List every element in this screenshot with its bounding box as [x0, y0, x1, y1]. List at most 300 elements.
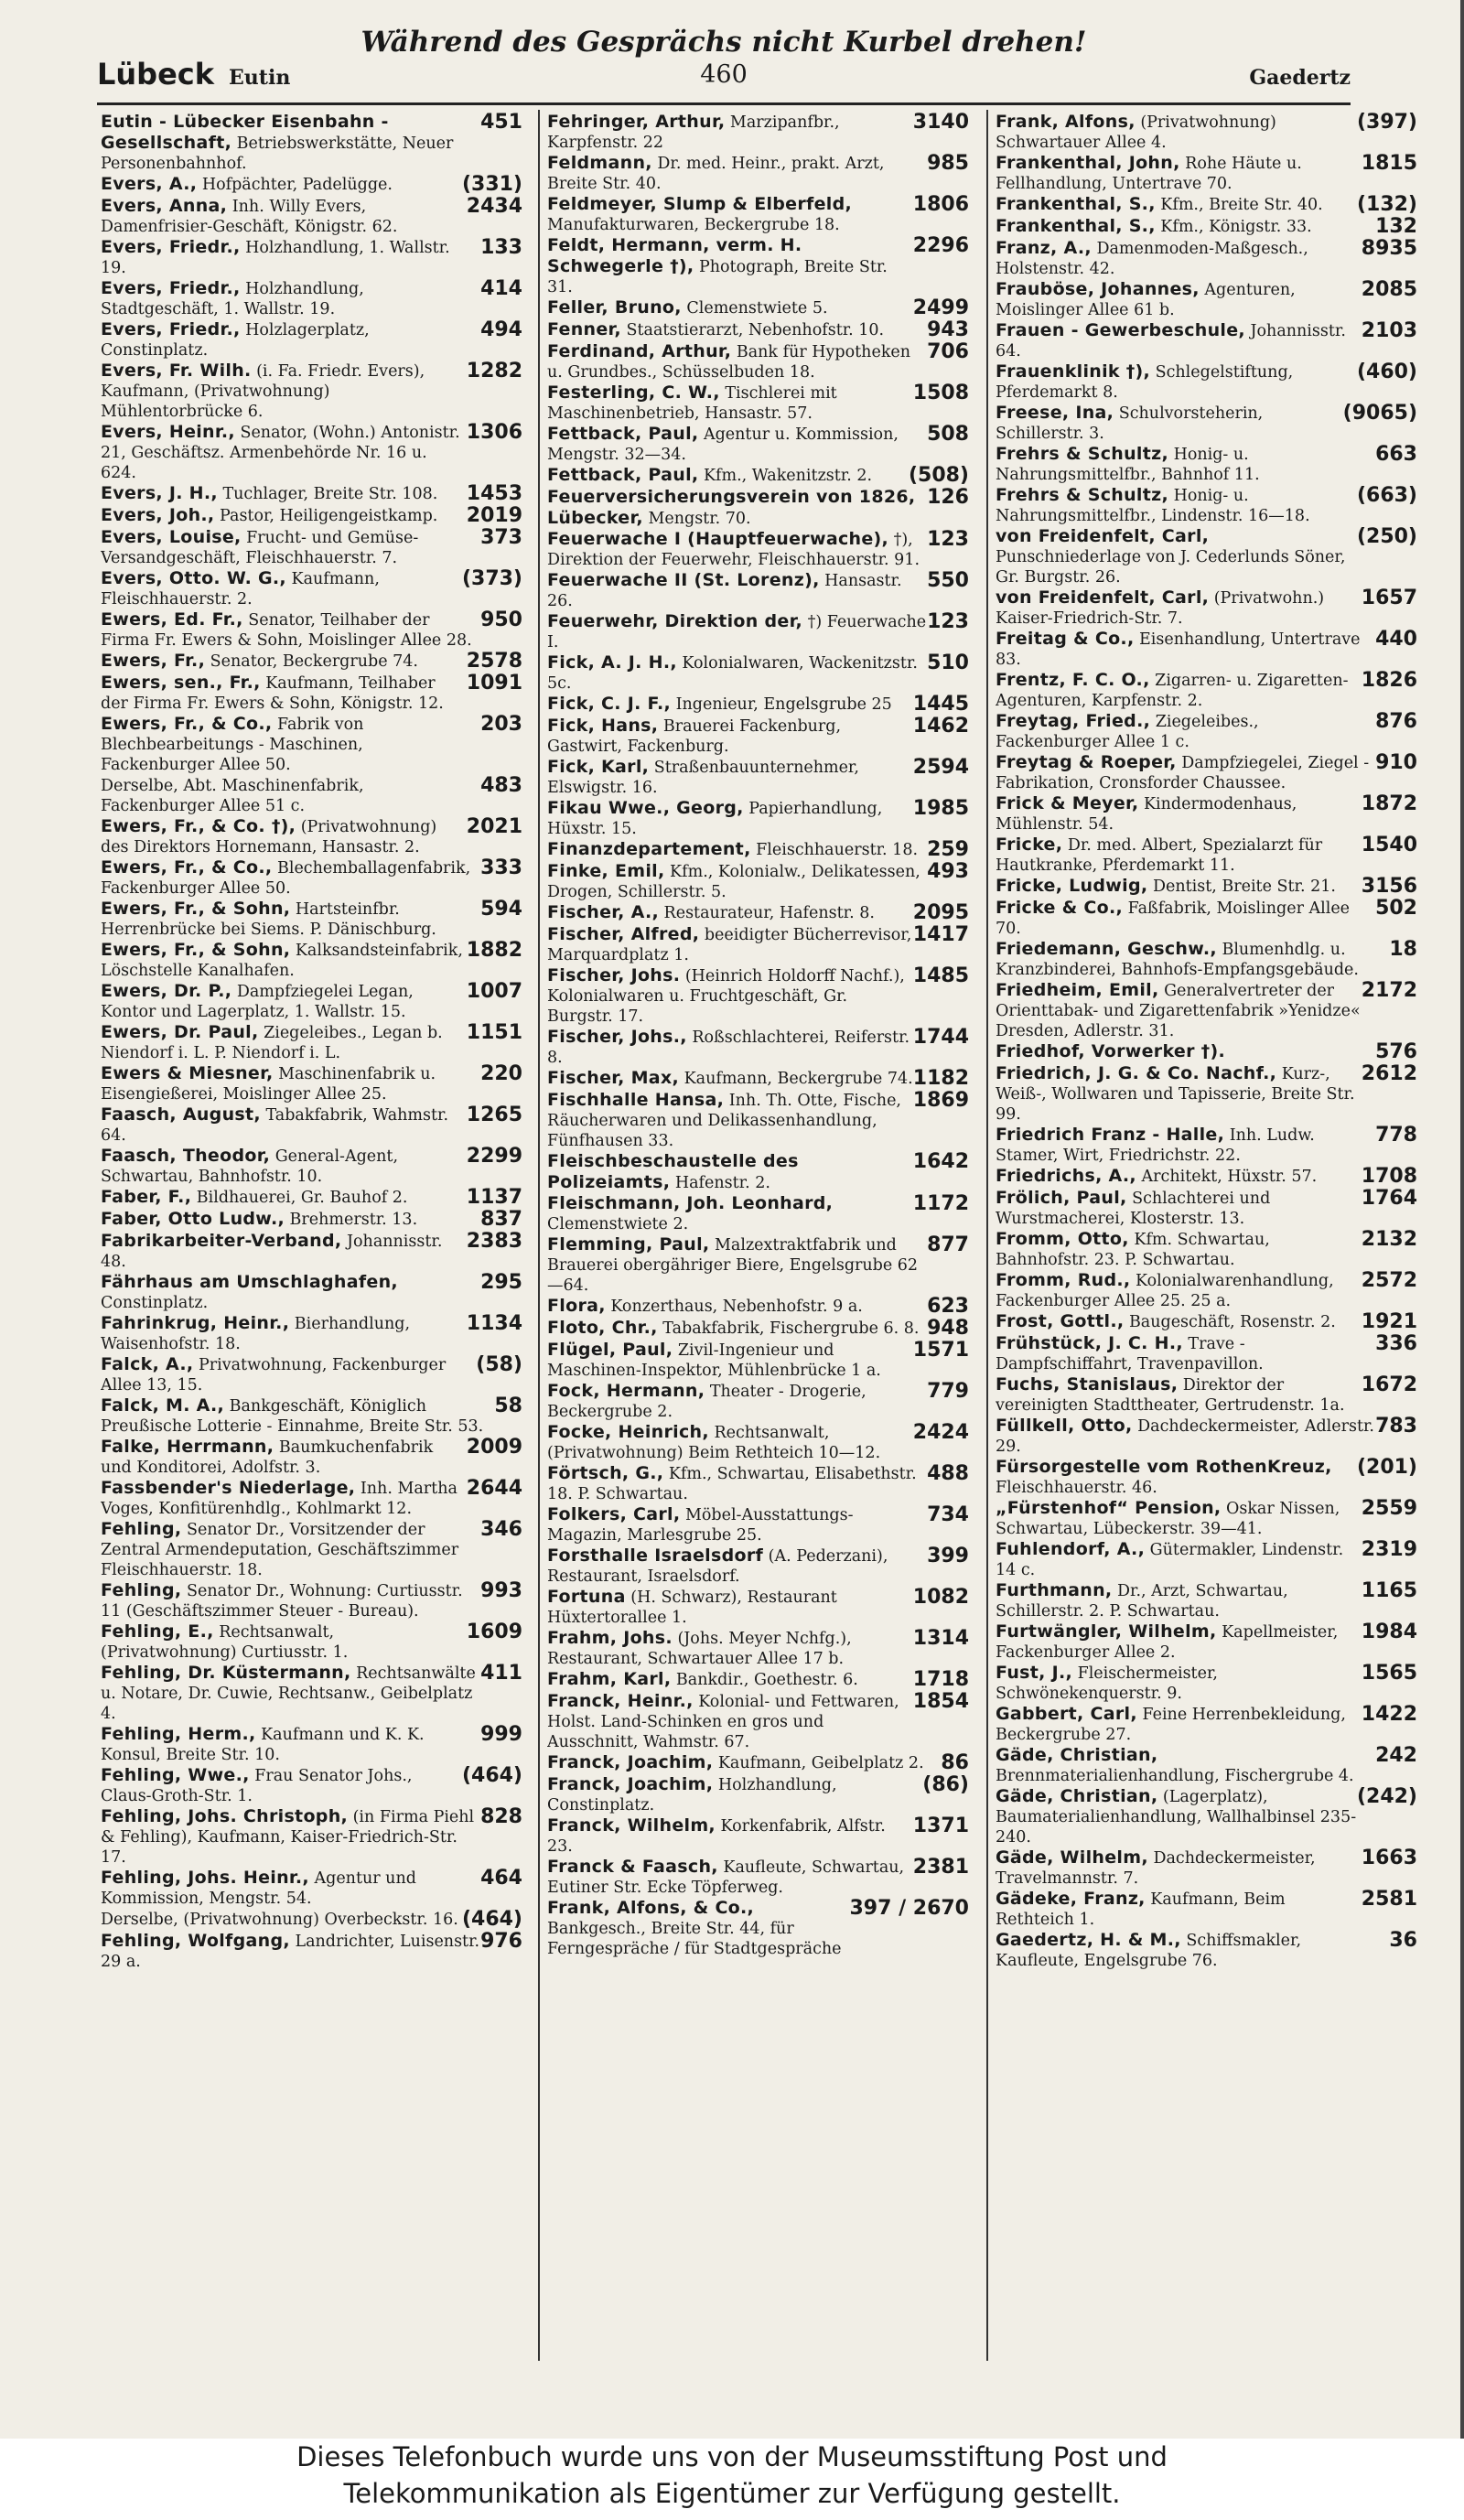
entry-description: Kolonialwarenhandlung, Fackenburger Allee 25. 25 a. [996, 1272, 1334, 1310]
entry-name: Fromm, Rud., [996, 1270, 1131, 1290]
entry-name: Flügel, Paul, [547, 1340, 673, 1360]
entry-name: Ewers, Ed. Fr., [101, 609, 243, 630]
phone-number: (508) [908, 464, 969, 487]
directory-entry [996, 403, 1421, 444]
entry-name: Finanzdepartement, [547, 839, 751, 859]
phone-number: 1708 [1361, 1165, 1417, 1188]
phone-number: 399 [927, 1545, 969, 1567]
entry-description: Ziegeleibes., Legan b. Niendorf i. L. P. Niendorf i. L. [101, 1024, 443, 1062]
entry-name: Finke, Emil, [547, 861, 665, 881]
directory-entry [101, 899, 526, 940]
entry-name: Fehling, Johs. Heinr., [101, 1868, 309, 1888]
directory-entry [101, 651, 526, 673]
entry-name: Frauen - Gewerbeschule, [996, 320, 1245, 340]
entry-name: Fick, Hans, [547, 716, 659, 736]
footer-line-2: Telekommunikation als Eigentümer zur Verfügung gestellt. [343, 2478, 1121, 2509]
entry-description: Brauerei Fackenburg, Gastwirt, Fackenburg. [547, 717, 842, 756]
directory-entry [547, 861, 973, 902]
phone-number: 1609 [466, 1621, 522, 1643]
entry-name: Fehling, E., [101, 1621, 214, 1642]
entry-name: Feuerwache II (St. Lorenz), [547, 570, 820, 590]
directory-entry [101, 1146, 526, 1187]
directory-entry [996, 587, 1421, 629]
phone-number: 943 [927, 318, 969, 341]
entry-description: Inh. Th. Otte, Fische, Räucherwaren und Delikassenhandlung, Fünfhausen 33. [547, 1092, 901, 1150]
entry-description: Kaufmann, Beckergrube 74. [679, 1070, 913, 1088]
entry-description: Kaufmann, Beim Rethteich 1. [996, 1890, 1286, 1929]
phone-number: 950 [480, 608, 522, 631]
directory-entry [547, 1027, 973, 1068]
entry-name: Evers, Friedr., [101, 237, 241, 257]
phone-number: 2085 [1361, 278, 1417, 301]
entry-name: Ewers, Fr., [101, 651, 206, 671]
directory-entry [547, 839, 973, 861]
entry-name: Ewers, Fr., & Co., [101, 714, 273, 734]
phone-number: 86 [941, 1751, 969, 1774]
phone-number: 1485 [912, 964, 969, 987]
entry-description: Schiffsmakler, Kaufleute, Engelsgrube 76. [996, 1932, 1302, 1970]
directory-entry [547, 611, 973, 652]
entry-description: Frau Senator Johs., Claus-Groth-Str. 1. [101, 1767, 413, 1805]
entry-description: Betriebswerkstätte, Neuer Personenbahnhof. [101, 135, 454, 173]
directory-entry [996, 320, 1421, 361]
entry-name: Frehrs & Schultz, [996, 485, 1168, 505]
phone-number: (250) [1356, 525, 1417, 548]
entry-description: Constinplatz. [101, 1294, 209, 1312]
directory-entry [996, 112, 1421, 153]
phone-number: (397) [1356, 112, 1417, 134]
entry-description: Marzipanfbr., Karpfenstr. 22 [547, 113, 840, 152]
footer-notice [0, 2439, 1464, 2520]
entry-description: Dr., Arzt, Schwartau, Schillerstr. 2. P. Schwartau. [996, 1582, 1288, 1621]
entry-name: Ewers, Fr., & Co., [101, 857, 273, 878]
entry-description: Hartsteinfbr. Herrenbrücke bei Siems. P. Dänischburg. [101, 900, 436, 939]
entry-description: Photograph, Breite Str. 31. [547, 258, 888, 296]
phone-number: (58) [476, 1353, 522, 1376]
phone-number: 594 [480, 898, 522, 921]
directory-entry [101, 319, 526, 361]
phone-number: 1417 [912, 923, 969, 946]
entry-name: Freese, Ina, [996, 403, 1114, 423]
phone-number: 508 [927, 423, 969, 446]
directory-entry [101, 505, 526, 527]
directory-entry [996, 1063, 1421, 1125]
header-city-name: Lübeck [97, 57, 215, 92]
phone-number: 734 [927, 1503, 969, 1526]
entry-description: Möbel-Ausstattungs-Magazin, Marlesgrube 25. [547, 1506, 854, 1545]
phone-number: 779 [927, 1380, 969, 1403]
phone-number: 1921 [1361, 1310, 1417, 1333]
directory-entry [101, 1313, 526, 1354]
entry-name: Frauböse, Johannes, [996, 279, 1200, 299]
phone-number: 259 [927, 838, 969, 861]
entry-name: Gäde, Christian, [996, 1745, 1158, 1765]
directory-entry [996, 238, 1421, 279]
directory-column-2 [547, 112, 973, 2363]
entry-description: Kaufmann, Geibelplatz 2. [713, 1754, 924, 1772]
entry-name: „Fürstenhof“ Pension, [996, 1498, 1222, 1518]
phone-number: 3140 [912, 112, 969, 134]
entry-name: Furtwängler, Wilhelm, [996, 1621, 1217, 1642]
page-number: 460 [700, 60, 748, 89]
directory-entry [547, 757, 973, 798]
entry-description: Kfm., Breite Str. 40. [1155, 196, 1323, 214]
directory-entry [101, 237, 526, 278]
phone-number: 1565 [1361, 1662, 1417, 1685]
entry-name: Ewers, Fr., & Co. †), [101, 816, 296, 836]
directory-entry [101, 673, 526, 714]
directory-entry [101, 174, 526, 196]
directory-entry [996, 485, 1421, 526]
entry-name: Evers, Heinr., [101, 422, 235, 442]
phone-number: 1869 [912, 1089, 969, 1112]
entry-description: (i. Fa. Friedr. Evers), Kaufmann, (Privatwohnung) Mühlentorbrücke 6. [101, 362, 425, 421]
entry-description: Kfm., Königstr. 33. [1155, 218, 1312, 236]
phone-number: 1007 [466, 980, 522, 1003]
directory-entry [547, 341, 973, 382]
directory-entry [996, 1539, 1421, 1580]
phone-number: 1540 [1361, 834, 1417, 856]
phone-number: 828 [480, 1805, 522, 1828]
directory-entry [101, 1354, 526, 1395]
directory-entry [547, 1422, 973, 1463]
entry-name: Fahrinkrug, Heinr., [101, 1313, 290, 1333]
directory-entry [547, 465, 973, 487]
phone-number: 494 [480, 318, 522, 341]
entry-description: Maschinenfabrik u. Eisengießerei, Moislinger Allee 25. [101, 1065, 436, 1104]
directory-entry [996, 1498, 1421, 1539]
header-first-word: Eutin [229, 66, 291, 90]
entry-description: (Privatwohn.) Kaiser-Friedrich-Str. 7. [996, 589, 1325, 628]
entry-name: Fischer, Max, [547, 1068, 679, 1088]
directory-entry [996, 876, 1421, 898]
entry-description: Holzhandlung, Constinplatz. [547, 1776, 837, 1815]
entry-name: Fuhlendorf, A., [996, 1539, 1146, 1559]
entry-description: Kfm., Schwartau, Elisabethstr. 18. P. Schwartau. [547, 1465, 917, 1503]
phone-number: 2299 [466, 1145, 522, 1168]
entry-description: Schlegelstiftung, Pferdemarkt 8. [996, 363, 1294, 402]
directory-entry [101, 940, 526, 981]
entry-name: Feller, Bruno, [547, 297, 682, 318]
directory-entry [547, 529, 973, 570]
entry-description: †), Direktion der Feuerwehr, Fleischhauerstr. 91. [547, 531, 920, 569]
entry-description: Bildhauerei, Gr. Bauhof 2. [191, 1189, 408, 1207]
phone-number: 1854 [912, 1690, 969, 1713]
directory-entry [547, 487, 973, 529]
entry-name: Furthmann, [996, 1580, 1113, 1600]
directory-entry [547, 1318, 973, 1340]
directory-entry [996, 1041, 1421, 1063]
entry-name: Franck, Joachim, [547, 1774, 714, 1794]
phone-number: 2424 [912, 1421, 969, 1444]
phone-number: 663 [1375, 443, 1417, 466]
entry-name: Fortuna [547, 1587, 626, 1607]
entry-name: Freytag, Fried., [996, 711, 1151, 731]
entry-description: Bankgesch., Breite Str. 44, für Ferngespräche / für Stadtgespräche [547, 1920, 842, 1958]
directory-entry [547, 924, 973, 965]
phone-number: 373 [480, 526, 522, 549]
directory-entry [996, 835, 1421, 876]
entry-description: (A. Pederzani), Restaurant, Israelsdorf. [547, 1547, 888, 1586]
entry-description: Hafenstr. 2. [670, 1174, 770, 1192]
phone-number: 493 [927, 860, 969, 883]
entry-description: (Heinrich Holdorff Nachf.), Kolonialwaren u. Fruchtgeschäft, Gr. Burgstr. 17. [547, 967, 905, 1026]
phone-number: 2644 [466, 1477, 522, 1500]
entry-name: Fassbender's Niederlage, [101, 1478, 356, 1498]
phone-number: (663) [1356, 484, 1417, 507]
entry-name: Ferdinand, Arthur, [547, 341, 732, 361]
entry-name: Ewers, Fr., & Sohn, [101, 940, 291, 960]
phone-number: 1642 [912, 1150, 969, 1173]
entry-name: Fehling, Herm., [101, 1724, 256, 1744]
entry-description: Mengstr. 70. [642, 510, 751, 528]
phone-number: 1571 [912, 1339, 969, 1362]
phone-number: 1663 [1361, 1847, 1417, 1869]
entry-description: Pastor, Heiligengeistkamp. [214, 507, 438, 525]
entry-description: Trave - Dampfschiffahrt, Travenpavillon. [996, 1335, 1264, 1373]
entry-description: Dentist, Breite Str. 21. [1147, 878, 1336, 896]
entry-description: (in Firma Piehl & Fehling), Kaufmann, Kaiser-Friedrich-Str. 17. [101, 1808, 475, 1867]
entry-name: Gäde, Wilhelm, [996, 1847, 1148, 1868]
entry-name: Evers, Friedr., [101, 319, 241, 339]
directory-entry [996, 1229, 1421, 1270]
entry-description: Rechtsanwälte u. Notare, Dr. Cuwie, Rechtsanw., Geibelplatz 4. [101, 1664, 476, 1723]
directory-entry [547, 1151, 973, 1193]
directory-entry [101, 714, 526, 775]
entry-description: Blechemballagenfabrik, Fackenburger Allee 50. [101, 859, 471, 898]
directory-entry [101, 1478, 526, 1519]
phone-number: 783 [1375, 1415, 1417, 1438]
entry-name: Fabrikarbeiter-Verband, [101, 1231, 342, 1251]
directory-entry [101, 568, 526, 609]
entry-description: Direktor der vereinigten Stadttheater, Gertrudenstr. 1a. [996, 1376, 1345, 1415]
directory-entry [547, 1545, 973, 1587]
entry-name: Fischer, A., [547, 902, 659, 922]
entry-name: Fischer, Johs. [547, 965, 681, 985]
entry-name: Frost, Gottl., [996, 1311, 1125, 1331]
page-header [97, 26, 1351, 90]
directory-entry [996, 1188, 1421, 1229]
entry-description: Kalksandsteinfabrik, Löschstelle Kanalhafen. [101, 942, 463, 980]
entry-name: Freitag & Co., [996, 629, 1135, 649]
entry-name: Fehling, [101, 1580, 182, 1600]
phone-number: 123 [927, 610, 969, 633]
directory-entry [101, 857, 526, 899]
directory-entry [996, 1416, 1421, 1457]
entry-name: Fehringer, Arthur, [547, 112, 726, 132]
phone-number: 2296 [912, 234, 969, 257]
phone-number: 2381 [912, 1856, 969, 1879]
entry-name: Franck, Heinr., [547, 1691, 694, 1711]
directory-entry [996, 1786, 1421, 1847]
phone-number: 1445 [912, 693, 969, 716]
entry-description: Derselbe, Abt. Maschinenfabrik, Fackenburger Allee 51 c. [101, 777, 364, 815]
directory-entry [101, 1868, 526, 1909]
entry-name: Feldt, Hermann, verm. H. Schwegerle †), [547, 235, 802, 276]
entry-description: Generalvertreter der Orienttabak- und Zigarettenfabrik »Yenidze« Dresden, Adlerstr. 31. [996, 982, 1361, 1040]
entry-name: Fick, A. J. H., [547, 652, 677, 673]
entry-name: Focke, Heinrich, [547, 1422, 709, 1442]
entry-description: Frucht- und Gemüse-Versandgeschäft, Fleischhauerstr. 7. [101, 529, 419, 567]
directory-entry [101, 1765, 526, 1806]
entry-description: Rechtsanwalt, (Privatwohnung) Curtiusstr. 1. [101, 1623, 349, 1662]
entry-name: Flemming, Paul, [547, 1234, 710, 1255]
phone-number: (132) [1356, 193, 1417, 216]
directory-entry [996, 194, 1421, 216]
footer-line-1: Dieses Telefonbuch wurde uns von der Museumsstiftung Post und [296, 2441, 1168, 2472]
entry-name: Frankenthal, S., [996, 216, 1156, 236]
entry-name: von Freidenfelt, Carl, [996, 587, 1210, 608]
phone-number: 1882 [466, 939, 522, 962]
directory-entry [101, 1231, 526, 1272]
directory-entry [547, 570, 973, 611]
directory-entry [996, 793, 1421, 835]
entry-description: Blumenhdlg. u. Kranzbinderei, Bahnhofs-Empfangsgebäude. [996, 941, 1359, 979]
entry-description: Dampfziegelei Legan, Kontor und Lagerplatz, 1. Wallstr. 15. [101, 983, 414, 1021]
entry-description: Eisenhandlung, Untertrave 83. [996, 630, 1361, 669]
directory-entry [547, 424, 973, 465]
directory-entry [547, 194, 973, 235]
entry-description: Senator, Teilhaber der Firma Fr. Ewers & Sohn, Moislinger Allee 28. [101, 611, 472, 650]
entry-name: Feuerwache I (Hauptfeuerwache), [547, 529, 889, 549]
entry-name: Fehling, Johs. Christoph, [101, 1806, 349, 1826]
entry-name: Evers, Friedr., [101, 278, 241, 298]
entry-name: Fehling, [101, 1519, 182, 1539]
entry-description: Holzhandlung, 1. Wallstr. 19. [101, 239, 450, 277]
entry-description: Punschniederlage von J. Cederlunds Söner, Gr. Burgstr. 26. [996, 548, 1346, 587]
directory-entry [101, 1437, 526, 1478]
entry-description: Dachdeckermeister, Adlerstr. 29. [996, 1417, 1374, 1456]
entry-description: Tischlerei mit Maschinenbetrieb, Hansastr. 57. [547, 384, 837, 423]
entry-description: Kaufmann und K. K. Konsul, Breite Str. 10. [101, 1726, 425, 1764]
phone-number: 706 [927, 340, 969, 363]
directory-entry [101, 483, 526, 505]
directory-entry [996, 1311, 1421, 1333]
entry-description: Kfm., Wakenitzstr. 2. [698, 467, 873, 485]
directory-entry [101, 1621, 526, 1663]
entry-name: Friedrich, J. G. & Co. Nachf., [996, 1063, 1277, 1083]
entry-description: Honig- u. Nahrungsmittelfbr., Lindenstr. 16—18. [996, 487, 1310, 525]
phone-number: 2581 [1361, 1888, 1417, 1911]
directory-entry [547, 112, 973, 153]
phone-number: 2132 [1361, 1228, 1417, 1251]
entry-description: Architekt, Hüxstr. 57. [1136, 1168, 1318, 1186]
entry-description: Restaurateur, Hafenstr. 8. [658, 904, 875, 922]
phone-number: 220 [480, 1062, 522, 1085]
phone-number: 502 [1375, 897, 1417, 920]
entry-name: Frankenthal, S., [996, 194, 1156, 214]
entry-name: Frölich, Paul, [996, 1188, 1127, 1208]
phone-number: 1985 [912, 797, 969, 820]
entry-description: Agentur u. Kommission, Mengstr. 32—34. [547, 425, 899, 464]
entry-name: Fleischbeschaustelle des Polizeiamts, [547, 1151, 799, 1192]
directory-entry [101, 1395, 526, 1437]
directory-entry [547, 297, 973, 319]
directory-entry [547, 1234, 973, 1296]
directory-entry [101, 1931, 526, 1972]
entry-description: Senator Dr., Wohnung: Curtiusstr. 11 (Geschäftszimmer Steuer - Bureau). [101, 1582, 463, 1621]
entry-name: Franck & Faasch, [547, 1857, 718, 1877]
entry-name: Franck, Joachim, [547, 1752, 714, 1772]
directory-entry [101, 1724, 526, 1765]
entry-name: Frankenthal, John, [996, 153, 1180, 173]
phone-number: 1282 [466, 360, 522, 382]
phone-number: 2319 [1361, 1538, 1417, 1561]
phone-number: 346 [480, 1518, 522, 1541]
directory-entry [101, 527, 526, 568]
entry-description: Brennmaterialienhandlung, Fischergrube 4. [996, 1767, 1354, 1785]
directory-entry [547, 1463, 973, 1504]
phone-number: (86) [922, 1773, 969, 1796]
entry-name: Fust, J., [996, 1663, 1072, 1683]
entry-description: Ziegeleibes., Fackenburger Allee 1 c. [996, 713, 1259, 751]
entry-description: Holzlagerplatz, Constinplatz. [101, 321, 370, 360]
phone-number: 464 [480, 1867, 522, 1890]
directory-entry [101, 196, 526, 237]
entry-name: Frentz, F. C. O., [996, 670, 1150, 690]
entry-name: Förtsch, G., [547, 1463, 664, 1483]
phone-number: 1314 [912, 1627, 969, 1650]
entry-description: (Johs. Meyer Nchfg.), Restaurant, Schwartauer Allee 17 b. [547, 1630, 852, 1668]
phone-number: 1151 [466, 1021, 522, 1044]
entry-name: Floto, Chr., [547, 1318, 658, 1338]
directory-entry [101, 1104, 526, 1146]
phone-number: (331) [461, 173, 522, 196]
phone-number: 910 [1375, 751, 1417, 774]
entry-description: Gütermakler, Lindenstr. 14 c. [996, 1541, 1344, 1579]
directory-entry [547, 798, 973, 839]
directory-entry [996, 939, 1421, 980]
entry-description: Kindermodenhaus, Mühlenstr. 54. [996, 795, 1297, 834]
phone-number: 510 [927, 652, 969, 674]
directory-entry [547, 1691, 973, 1752]
entry-name: Friedhof, Vorwerker †). [996, 1041, 1225, 1061]
entry-description: Privatwohnung, Fackenburger Allee 13, 15. [101, 1356, 447, 1395]
entry-description: Oskar Nissen, Schwartau, Lübeckerstr. 39—41. [996, 1500, 1340, 1538]
entry-name: Friedrichs, A., [996, 1166, 1136, 1186]
phone-number: 58 [494, 1395, 522, 1417]
entry-name: Faasch, August, [101, 1104, 261, 1125]
phone-number: 2572 [1361, 1269, 1417, 1292]
directory-entry [547, 382, 973, 424]
phone-number: 1657 [1361, 587, 1417, 609]
entry-description: Konzerthaus, Nebenhofstr. 9 a. [605, 1298, 863, 1316]
entry-description: Kfm. Schwartau, Bahnhofstr. 23. P. Schwartau. [996, 1231, 1270, 1269]
entry-name: Fürsorgestelle vom RothenKreuz, [996, 1457, 1332, 1477]
phone-number: 1744 [912, 1026, 969, 1049]
phone-number: 411 [480, 1662, 522, 1685]
entry-name: Faber, F., [101, 1187, 192, 1207]
entry-name: Festerling, C. W., [547, 382, 720, 403]
directory-entry [547, 1752, 973, 1774]
entry-name: Evers, Fr. Wilh. [101, 361, 252, 381]
directory-entry [547, 1898, 973, 1959]
directory-entry [547, 1587, 973, 1628]
directory-entry [996, 898, 1421, 939]
directory-entry [101, 1519, 526, 1580]
phone-number: 2172 [1361, 979, 1417, 1002]
entry-name: Fehling, Wolfgang, [101, 1931, 290, 1951]
phone-number: 397 / 2670 [849, 1897, 969, 1920]
directory-entry [996, 1889, 1421, 1930]
phone-number: 18 [1389, 938, 1417, 961]
directory-entry [101, 1209, 526, 1231]
entry-description: Dampfziegelei, Ziegel - Fabrikation, Cronsforder Chaussee. [996, 754, 1370, 792]
directory-entry [996, 216, 1421, 238]
entry-name: Fettback, Paul, [547, 424, 699, 444]
phone-number: 623 [927, 1295, 969, 1318]
phone-number: 1091 [466, 672, 522, 695]
